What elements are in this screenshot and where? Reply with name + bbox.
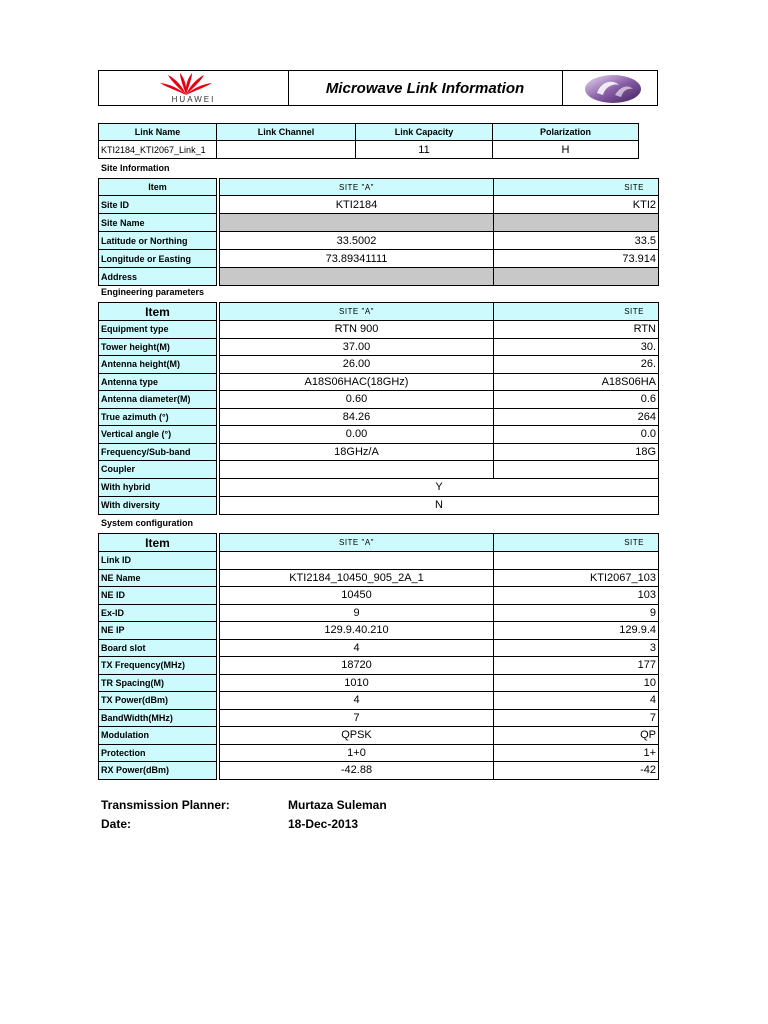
site-b-value (494, 552, 659, 570)
site-a-value: QPSK (220, 727, 494, 745)
site-a-header: SITE "A" (220, 534, 494, 552)
table-row (99, 709, 659, 727)
site-b-value: 0.0 (494, 426, 659, 444)
site-information-title: Site Information (101, 163, 170, 173)
site-b-value: 1+ (494, 744, 659, 762)
site-b-value: 264 (494, 408, 659, 426)
table-row (99, 461, 659, 479)
transmission-planner-value: Murtaza Suleman (288, 798, 387, 812)
site-b-value: KTI2 (494, 196, 659, 214)
site-b-value (494, 268, 659, 286)
page-title: Microwave Link Information (288, 71, 563, 105)
engineering-parameters-title: Engineering parameters (101, 287, 205, 297)
table-row (99, 196, 659, 214)
table-row (99, 408, 659, 426)
item-header: Item (99, 303, 217, 321)
with-diversity-row (99, 496, 659, 514)
table-row (99, 604, 659, 622)
site-b-value (494, 214, 659, 232)
with-diversity-value: N (220, 496, 659, 514)
link-table-value-row (99, 141, 639, 159)
row-label: NE Name (99, 569, 217, 587)
row-label: Protection (99, 744, 217, 762)
site-a-value: 1010 (220, 674, 494, 692)
table-row (99, 552, 659, 570)
partner-logo-icon (563, 71, 659, 105)
link-capacity-header: Link Capacity (356, 124, 493, 141)
row-label: Site Name (99, 214, 217, 232)
table-row (99, 569, 659, 587)
table-row (99, 232, 659, 250)
system-configuration-title: System configuration (101, 518, 194, 528)
with-hybrid-label: With hybrid (99, 478, 217, 496)
site-b-value: 18G (494, 443, 659, 461)
table-row (99, 727, 659, 745)
table-row (99, 692, 659, 710)
huawei-logo-text: HUAWEI (171, 95, 216, 104)
table-row (99, 338, 659, 356)
table-row (99, 657, 659, 675)
system-configuration-table (98, 533, 659, 780)
site-b-value: 3 (494, 639, 659, 657)
site-b-value (494, 461, 659, 479)
row-label: Antenna height(M) (99, 356, 217, 374)
table-row (99, 622, 659, 640)
site-a-value: RTN 900 (220, 321, 494, 339)
table-row (99, 674, 659, 692)
transmission-planner-label: Transmission Planner: (101, 798, 230, 812)
row-label: Antenna diameter(M) (99, 391, 217, 409)
site-a-value: 129.9.40.210 (220, 622, 494, 640)
site-a-value: 33.5002 (220, 232, 494, 250)
site-b-value: 4 (494, 692, 659, 710)
link-name-value: KTI2184_KTI2067_Link_1 (99, 141, 217, 159)
site-a-header: SITE "A" (220, 179, 494, 196)
date-value: 18-Dec-2013 (288, 817, 359, 831)
site-b-header: SITE (494, 179, 659, 196)
site-a-value: 0.60 (220, 391, 494, 409)
site-a-header: SITE "A" (220, 303, 494, 321)
site-b-header: SITE (494, 303, 659, 321)
table-row (99, 587, 659, 605)
row-label: BandWidth(MHz) (99, 709, 217, 727)
table-row (99, 391, 659, 409)
engineering-header-row (99, 303, 659, 321)
table-row (99, 268, 659, 286)
site-b-value: 103 (494, 587, 659, 605)
site-b-value: 0.6 (494, 391, 659, 409)
site-a-value: 73.89341111 (220, 250, 494, 268)
site-a-value: KTI2184_10450_905_2A_1 (220, 569, 494, 587)
link-table (98, 123, 639, 159)
row-label: Coupler (99, 461, 217, 479)
table-row (99, 373, 659, 391)
table-row (99, 214, 659, 232)
row-label: Equipment type (99, 321, 217, 339)
site-a-value: A18S06HAC(18GHz) (220, 373, 494, 391)
polarization-header: Polarization (493, 124, 639, 141)
table-row (99, 250, 659, 268)
site-b-value: 73.914 (494, 250, 659, 268)
site-b-value: 7 (494, 709, 659, 727)
row-label: Tower height(M) (99, 338, 217, 356)
row-label: Board slot (99, 639, 217, 657)
with-hybrid-row (99, 478, 659, 496)
row-label: Frequency/Sub-band (99, 443, 217, 461)
site-b-value: 177 (494, 657, 659, 675)
document-header (98, 70, 658, 106)
row-label: True azimuth (°) (99, 408, 217, 426)
site-a-value: 7 (220, 709, 494, 727)
table-row (99, 443, 659, 461)
row-label: Address (99, 268, 217, 286)
row-label: Longitude or Easting (99, 250, 217, 268)
row-label: RX Power(dBm) (99, 762, 217, 780)
row-label: Site ID (99, 196, 217, 214)
row-label: Link ID (99, 552, 217, 570)
huawei-logo-cell (99, 71, 289, 105)
site-b-value: KTI2067_103 (494, 569, 659, 587)
site-b-value: 30. (494, 338, 659, 356)
table-row (99, 356, 659, 374)
link-channel-header: Link Channel (217, 124, 356, 141)
site-a-value (220, 461, 494, 479)
site-a-value: -42.88 (220, 762, 494, 780)
site-a-value: KTI2184 (220, 196, 494, 214)
site-a-value: 4 (220, 639, 494, 657)
site-b-value: RTN (494, 321, 659, 339)
site-information-table (98, 178, 659, 286)
site-b-value: A18S06HA (494, 373, 659, 391)
site-b-value: QP (494, 727, 659, 745)
with-hybrid-value: Y (220, 478, 659, 496)
site-a-value: 26.00 (220, 356, 494, 374)
row-label: TX Frequency(MHz) (99, 657, 217, 675)
site-b-value: 26. (494, 356, 659, 374)
site-a-value: 18GHz/A (220, 443, 494, 461)
polarization-value: H (493, 141, 639, 159)
row-label: Latitude or Northing (99, 232, 217, 250)
row-label: Antenna type (99, 373, 217, 391)
site-information-header-row (99, 179, 659, 196)
site-b-header: SITE (494, 534, 659, 552)
row-label: NE IP (99, 622, 217, 640)
partner-logo-cell (563, 71, 659, 105)
item-header: Item (99, 179, 217, 196)
table-row (99, 426, 659, 444)
site-b-value: 129.9.4 (494, 622, 659, 640)
row-label: TR Spacing(M) (99, 674, 217, 692)
site-b-value: -42 (494, 762, 659, 780)
site-a-value: 4 (220, 692, 494, 710)
site-a-value (220, 214, 494, 232)
row-label: TX Power(dBm) (99, 692, 217, 710)
site-a-value: 37.00 (220, 338, 494, 356)
row-label: Ex-ID (99, 604, 217, 622)
site-b-value: 10 (494, 674, 659, 692)
row-label: Vertical angle (°) (99, 426, 217, 444)
site-b-value: 33.5 (494, 232, 659, 250)
row-label: Modulation (99, 727, 217, 745)
site-a-value: 9 (220, 604, 494, 622)
site-a-value: 84.26 (220, 408, 494, 426)
item-header: Item (99, 534, 217, 552)
link-name-header: Link Name (99, 124, 217, 141)
site-a-value: 1+0 (220, 744, 494, 762)
with-diversity-label: With diversity (99, 496, 217, 514)
row-label: NE ID (99, 587, 217, 605)
table-row (99, 744, 659, 762)
table-row (99, 762, 659, 780)
table-row (99, 639, 659, 657)
site-a-value: 10450 (220, 587, 494, 605)
site-a-value: 18720 (220, 657, 494, 675)
site-a-value: 0.00 (220, 426, 494, 444)
link-table-header-row (99, 124, 639, 141)
site-b-value: 9 (494, 604, 659, 622)
link-capacity-value: 11 (356, 141, 493, 159)
site-a-value (220, 268, 494, 286)
date-label: Date: (101, 817, 132, 831)
site-a-value (220, 552, 494, 570)
table-row (99, 321, 659, 339)
system-header-row (99, 534, 659, 552)
link-channel-value (217, 141, 356, 159)
engineering-parameters-table (98, 302, 659, 515)
